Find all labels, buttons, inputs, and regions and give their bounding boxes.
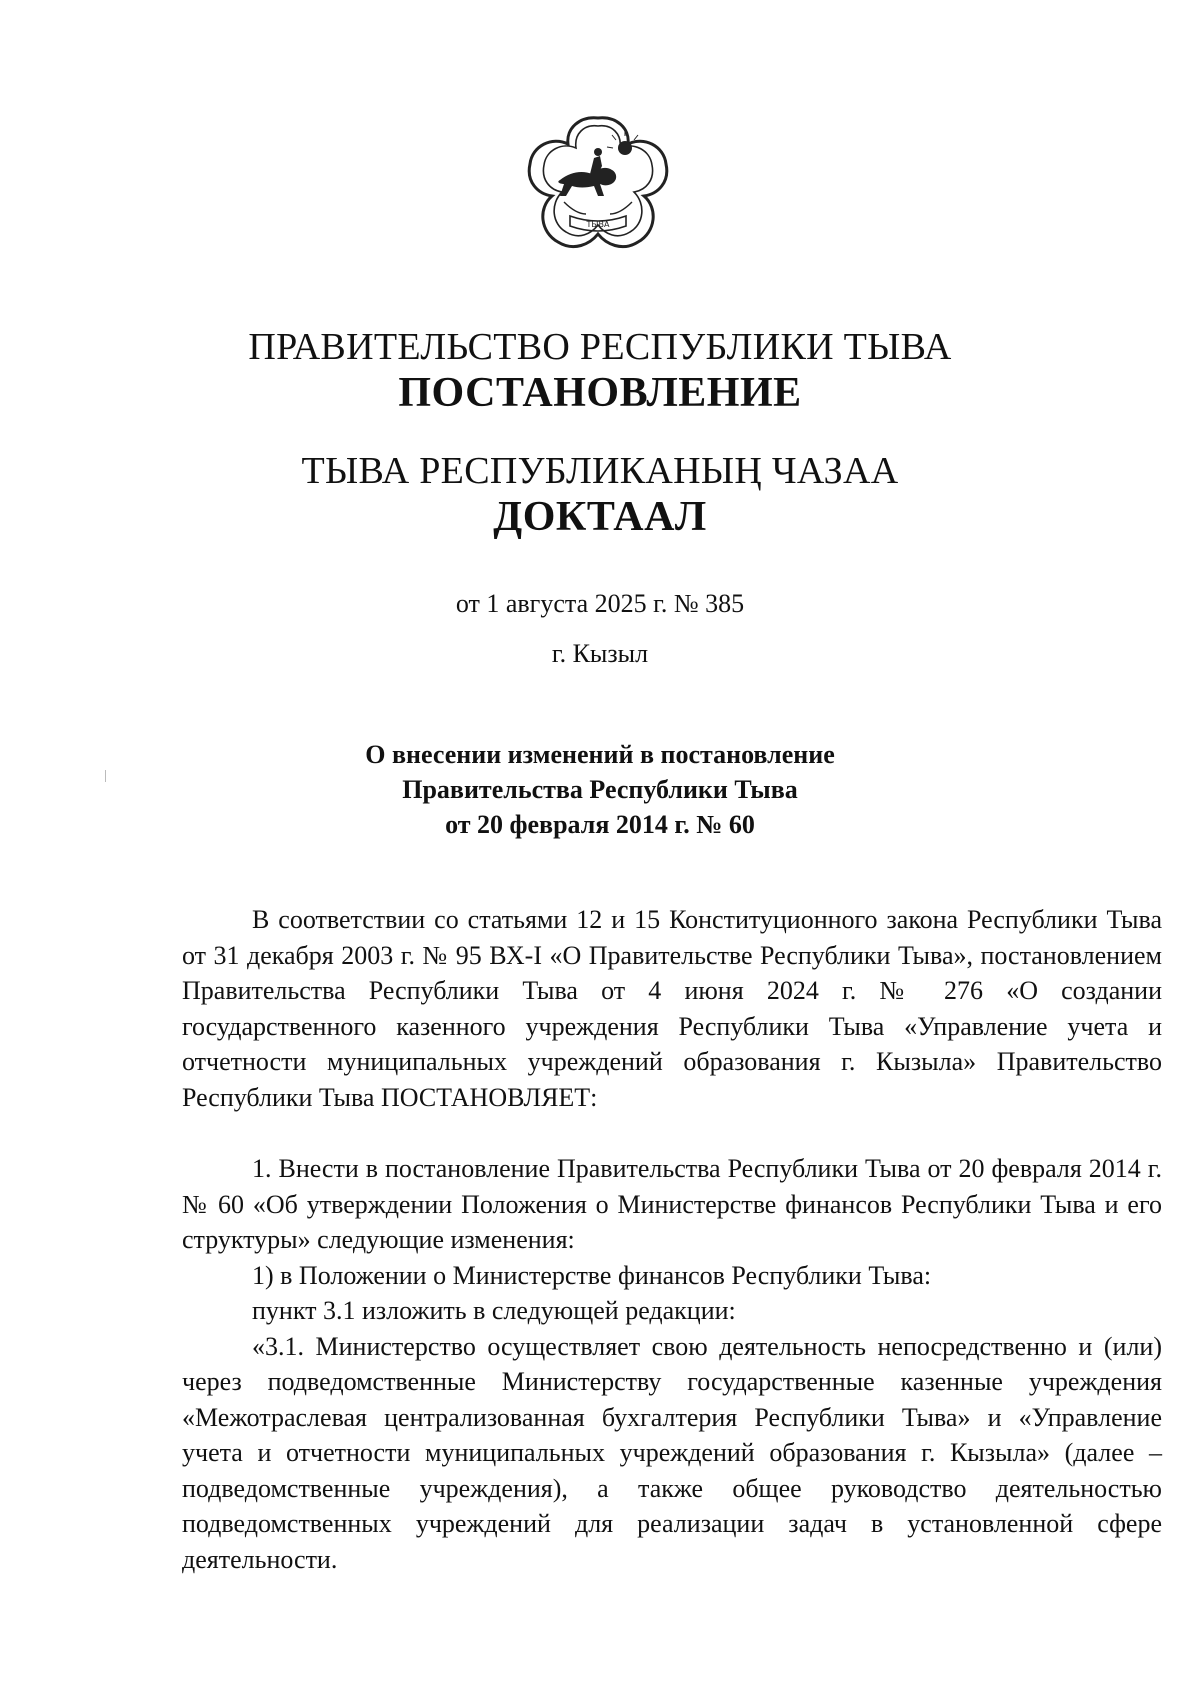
item-1-paragraph: 1. Внести в постановление Правительства Республики Тыва от 20 февраля 2014 г. № 60 «Об утверждении Положения о Министерстве финансов Республики Тыва и его структуры» следующие изменения: [182,1154,1162,1254]
decree-city: г. Кызыл [551,639,649,668]
decree-title [0,737,1200,842]
decree-type-tyv: ДОКТААЛ [493,494,707,540]
subitem-1-paragraph: 1) в Положении о Министерстве финансов Республики Тыва: [252,1260,932,1290]
title-line-1: О внесении изменений в постановление [365,740,835,769]
coat-of-arms-tyva-icon [520,110,676,268]
title-line-3: от 20 февраля 2014 г. № 60 [445,810,755,839]
government-name-tyv: ТЫВА РЕСПУБЛИКАНЫҢ ЧАЗАА [301,450,899,492]
decree-body [182,902,1162,1577]
title-line-2: Правительства Республики Тыва [402,775,798,804]
svg-text:ТЫВА: ТЫВА [586,220,610,229]
decree-date-number: от 1 августа 2025 г. № 385 [455,589,745,618]
government-name-ru: ПРАВИТЕЛЬСТВО РЕСПУБЛИКИ ТЫВА [248,326,952,368]
preamble-paragraph: В соответствии со статьями 12 и 15 Конституционного закона Республики Тыва от 31 декабря 2003 г. № 95 ВХ-I «О Правительстве Республики Тыва», постановлением Правительства Республики Тыва от 4 июня 2024 г. № 276 «О создании государственного казенного учреждения Республики Тыва «Управление учета и отчетности муниципальных учреждений образования г. Кызыла» Правительство Республики Тыва ПОСТАНОВЛЯЕТ: [182,905,1162,1112]
clause-intro-paragraph: пункт 3.1 изложить в следующей редакции: [252,1296,736,1325]
decree-type-ru: ПОСТАНОВЛЕНИЕ [398,370,802,416]
clause-3-1-paragraph: «3.1. Министерство осуществляет свою деятельность непосредственно и (или) через подведомственные Министерству государственные казенные учреждения «Межотраслевая централизованная бухгалтерия Республики Тыва» и «Управление учета и отчетности муниципальных учреждений образования г. Кызыла» (далее – подведомственные учреждения), а также общее руководство деятельностью подведомственных учреждений для реализации задач в установленной сфере деятельности. [182,1331,1162,1574]
